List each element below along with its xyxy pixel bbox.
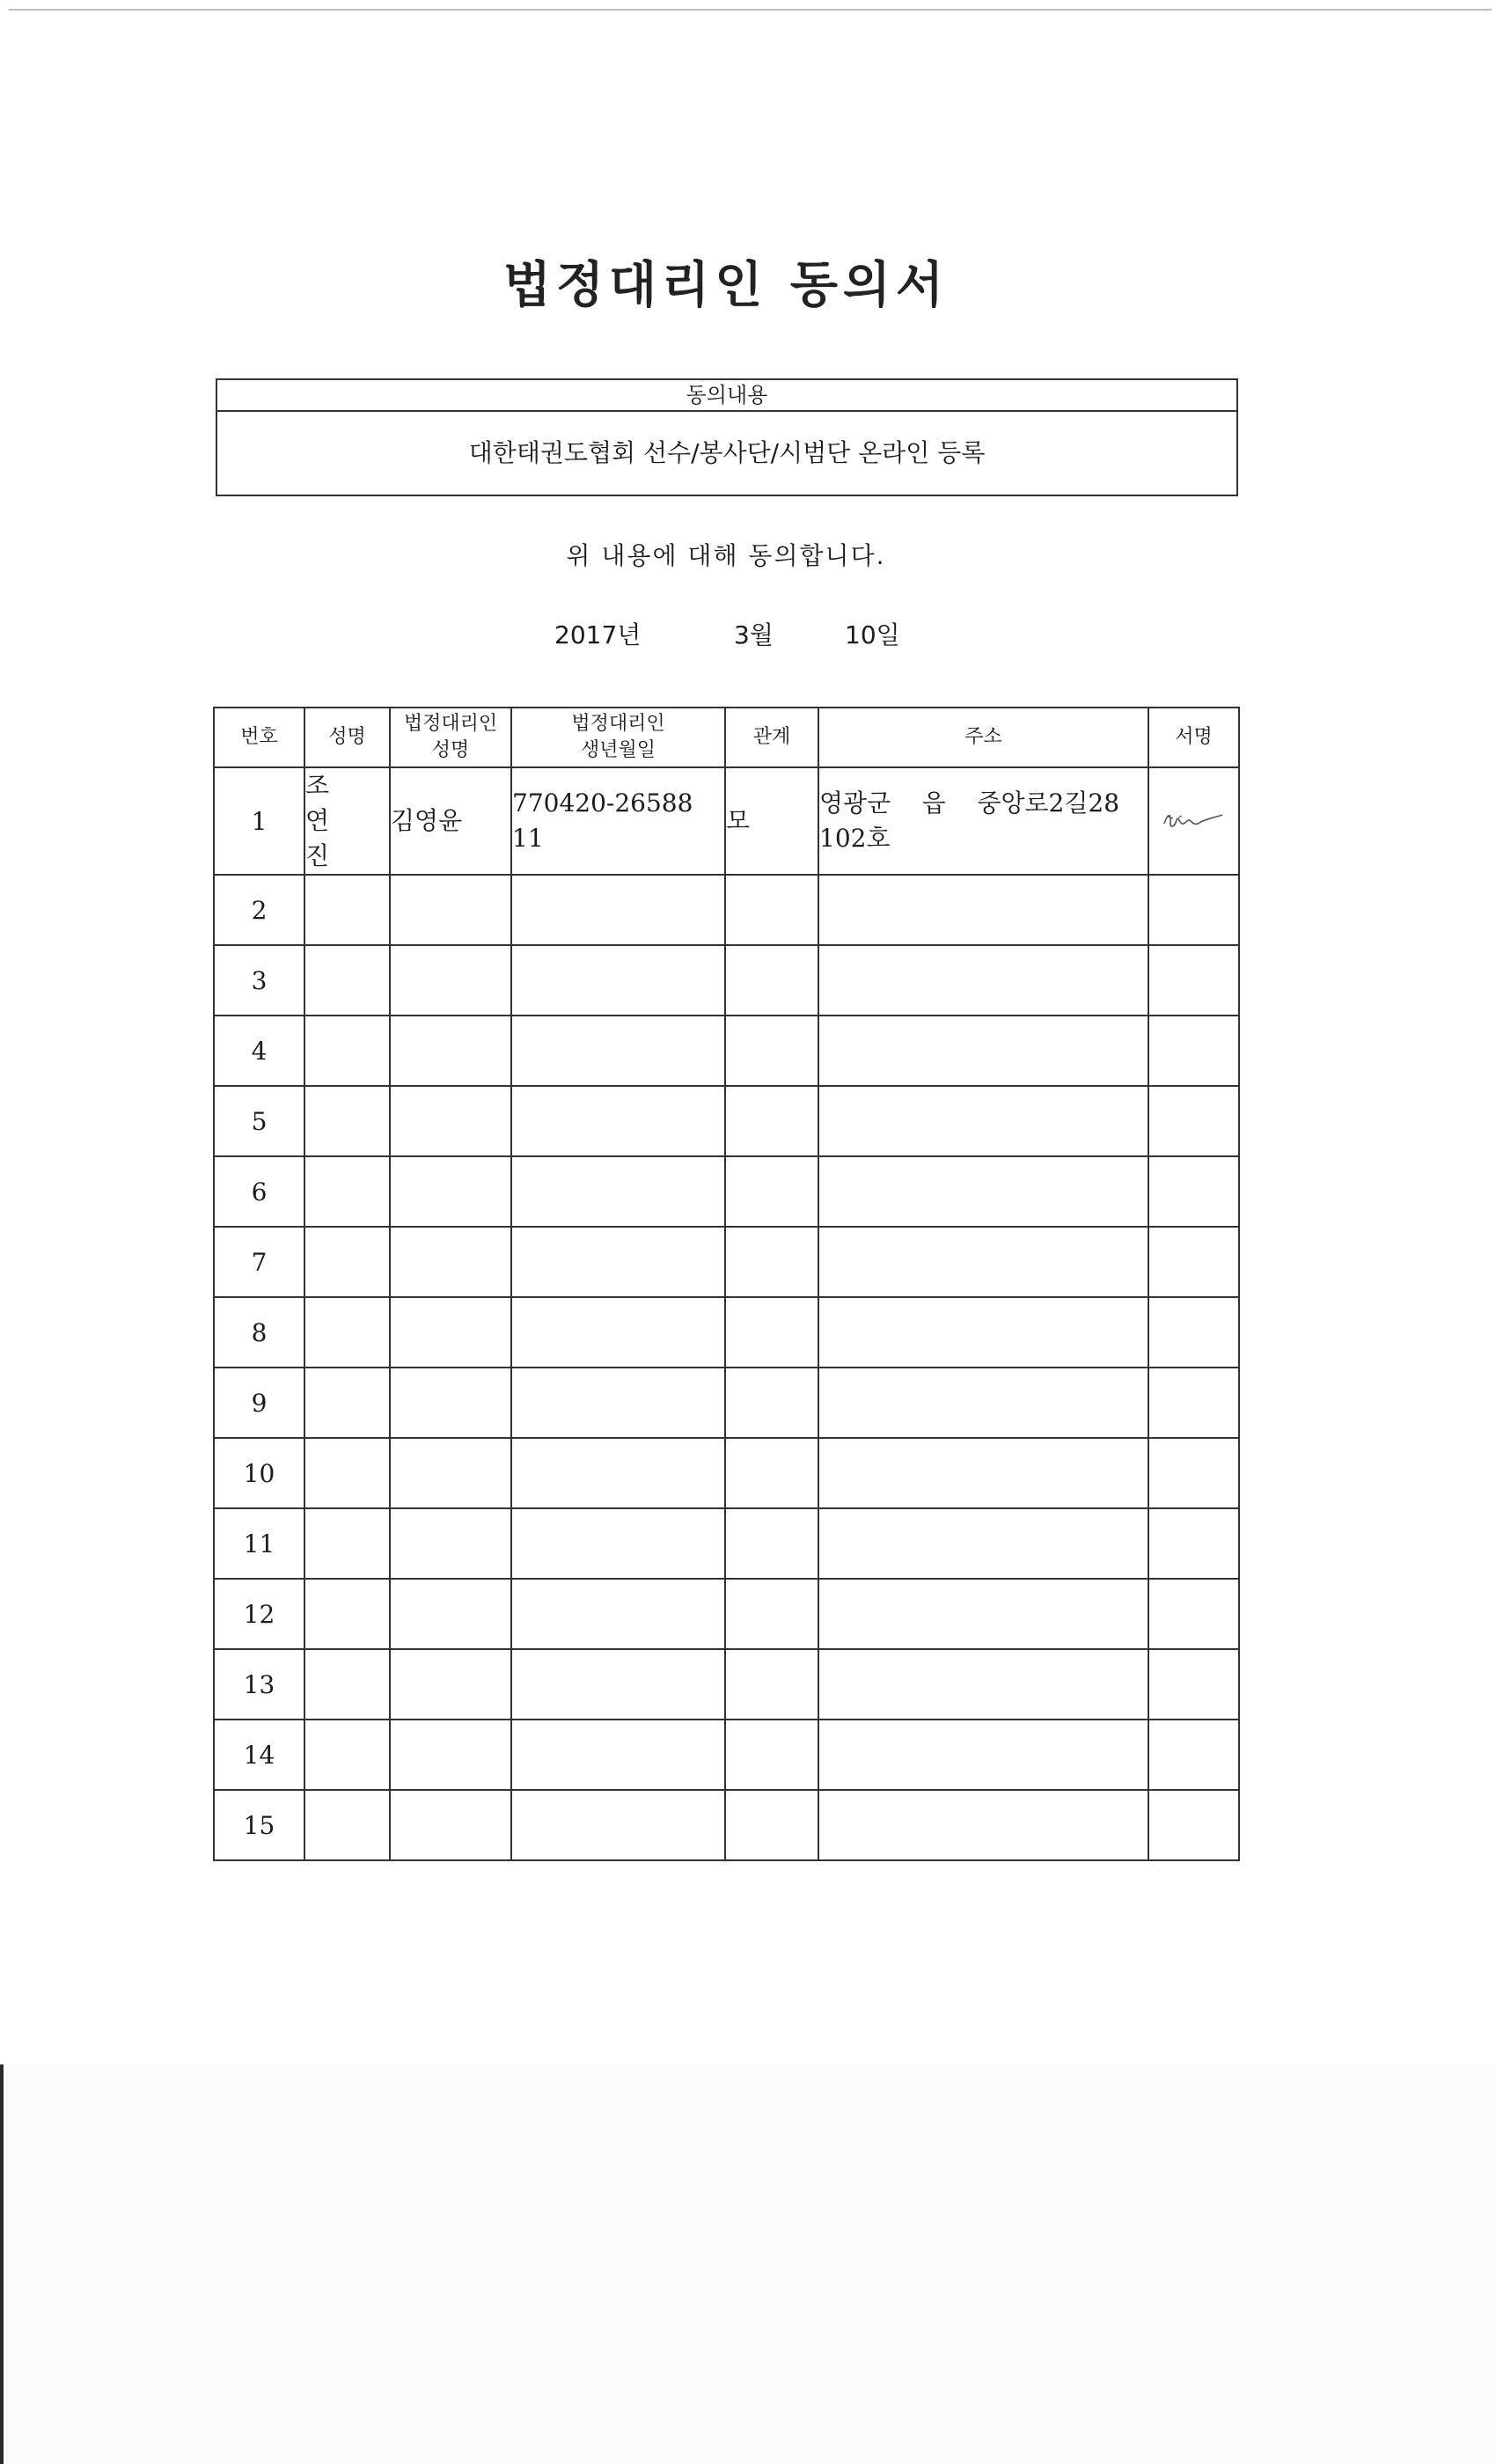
row-signature bbox=[1148, 1156, 1239, 1227]
row-relation: 모 bbox=[725, 767, 818, 875]
row-guardian-name bbox=[390, 1156, 511, 1227]
table-row bbox=[214, 1438, 1239, 1508]
row-relation bbox=[725, 1579, 818, 1649]
row-relation bbox=[725, 1790, 818, 1860]
header-address: 주소 bbox=[818, 708, 1148, 767]
row-signature bbox=[1148, 1579, 1239, 1649]
row-name bbox=[304, 1368, 390, 1438]
row-number: 13 bbox=[214, 1649, 304, 1720]
row-guardian-birth bbox=[511, 767, 725, 875]
row-number: 8 bbox=[214, 1297, 304, 1368]
row-guardian-name bbox=[390, 1579, 511, 1649]
row-name-line2: 진 bbox=[305, 841, 349, 870]
row-guardian-name bbox=[390, 875, 511, 945]
row-name bbox=[304, 767, 390, 875]
row-guardian-birth bbox=[511, 1016, 725, 1086]
row-guardian-birth bbox=[511, 1720, 725, 1790]
row-relation bbox=[725, 1297, 818, 1368]
row-signature bbox=[1148, 1016, 1239, 1086]
row-name bbox=[304, 1508, 390, 1579]
row-guardian-name bbox=[390, 945, 511, 1016]
row-number: 2 bbox=[214, 875, 304, 945]
row-address bbox=[818, 945, 1148, 1016]
table-row bbox=[214, 875, 1239, 945]
row-signature bbox=[1148, 1720, 1239, 1790]
row-signature bbox=[1148, 1649, 1239, 1720]
row-address bbox=[818, 1297, 1148, 1368]
date-year: 2017년 bbox=[554, 620, 642, 649]
row-signature bbox=[1148, 1438, 1239, 1508]
row-number: 10 bbox=[214, 1438, 304, 1508]
header-guardian-birth bbox=[511, 708, 725, 767]
row-guardian-birth bbox=[511, 1790, 725, 1860]
row-name bbox=[304, 1720, 390, 1790]
row-signature bbox=[1148, 1790, 1239, 1860]
row-guardian-birth bbox=[511, 1156, 725, 1227]
scan-edge-line bbox=[9, 9, 1492, 11]
table-row bbox=[214, 1508, 1239, 1579]
row-address bbox=[818, 1016, 1148, 1086]
row-guardian-name bbox=[390, 1086, 511, 1156]
row-name-line1: 조 연 bbox=[305, 771, 349, 835]
row-name bbox=[304, 1156, 390, 1227]
table-row bbox=[214, 1227, 1239, 1297]
row-address bbox=[818, 767, 1148, 875]
row-number: 1 bbox=[214, 767, 304, 875]
row-signature bbox=[1148, 1508, 1239, 1579]
table-row bbox=[214, 767, 1239, 875]
table-row bbox=[214, 1156, 1239, 1227]
row-guardian-birth bbox=[511, 1579, 725, 1649]
row-guardian-name bbox=[390, 1016, 511, 1086]
row-name bbox=[304, 1016, 390, 1086]
row-guardian-name bbox=[390, 1790, 511, 1860]
row-relation bbox=[725, 1086, 818, 1156]
row-guardian-birth bbox=[511, 1368, 725, 1438]
row-address bbox=[818, 1086, 1148, 1156]
row-guardian-name bbox=[390, 1368, 511, 1438]
table-row bbox=[214, 1297, 1239, 1368]
row-address bbox=[818, 1720, 1148, 1790]
header-signature: 서명 bbox=[1148, 708, 1239, 767]
table-header-row bbox=[214, 708, 1239, 767]
row-address-line2: 102호 bbox=[819, 824, 891, 853]
header-guardian-birth-line2: 생년월일 bbox=[580, 739, 656, 761]
row-name bbox=[304, 1297, 390, 1368]
row-birth-line1: 770420-26588 bbox=[512, 788, 693, 818]
row-address bbox=[818, 875, 1148, 945]
table-row bbox=[214, 945, 1239, 1016]
row-number: 9 bbox=[214, 1368, 304, 1438]
row-guardian-birth bbox=[511, 1649, 725, 1720]
table-row bbox=[214, 1016, 1239, 1086]
row-guardian-birth bbox=[511, 1297, 725, 1368]
row-relation bbox=[725, 945, 818, 1016]
row-relation bbox=[725, 1016, 818, 1086]
row-guardian-birth bbox=[511, 1508, 725, 1579]
row-number: 7 bbox=[214, 1227, 304, 1297]
header-guardian-name bbox=[390, 708, 511, 767]
header-relation: 관계 bbox=[725, 708, 818, 767]
row-address bbox=[818, 1438, 1148, 1508]
row-guardian-birth bbox=[511, 875, 725, 945]
row-name bbox=[304, 875, 390, 945]
header-number: 번호 bbox=[214, 708, 304, 767]
row-guardian-name bbox=[390, 1508, 511, 1579]
row-number: 12 bbox=[214, 1579, 304, 1649]
row-number: 15 bbox=[214, 1790, 304, 1860]
row-guardian-name bbox=[390, 1720, 511, 1790]
row-guardian-name bbox=[390, 1227, 511, 1297]
row-guardian-name bbox=[390, 1438, 511, 1508]
row-guardian-birth bbox=[511, 1438, 725, 1508]
row-name bbox=[304, 1086, 390, 1156]
row-guardian-name: 김영윤 bbox=[390, 767, 511, 875]
row-name bbox=[304, 1227, 390, 1297]
row-number: 4 bbox=[214, 1016, 304, 1086]
agreement-text: 위 내용에 대해 동의합니다. bbox=[566, 541, 886, 570]
row-signature bbox=[1148, 945, 1239, 1016]
row-number: 11 bbox=[214, 1508, 304, 1579]
row-guardian-birth bbox=[511, 1086, 725, 1156]
consent-header: 동의내용 bbox=[217, 380, 1236, 412]
row-relation bbox=[725, 1649, 818, 1720]
row-relation bbox=[725, 1720, 818, 1790]
header-guardian-name-line2: 성명 bbox=[431, 739, 470, 761]
row-guardian-birth bbox=[511, 945, 725, 1016]
table-row bbox=[214, 1368, 1239, 1438]
row-signature bbox=[1148, 1368, 1239, 1438]
table-row bbox=[214, 1579, 1239, 1649]
header-guardian-name-line1: 법정대리인 bbox=[403, 713, 498, 735]
row-address bbox=[818, 1579, 1148, 1649]
row-name bbox=[304, 1438, 390, 1508]
row-number: 6 bbox=[214, 1156, 304, 1227]
row-relation bbox=[725, 1438, 818, 1508]
row-number: 14 bbox=[214, 1720, 304, 1790]
row-guardian-name bbox=[390, 1297, 511, 1368]
document-title: 법정대리인 동의서 bbox=[502, 257, 950, 314]
header-guardian-birth-line1: 법정대리인 bbox=[571, 713, 665, 735]
header-name: 성명 bbox=[304, 708, 390, 767]
row-signature bbox=[1148, 1086, 1239, 1156]
scan-edge-shadow bbox=[0, 2064, 4, 2464]
row-address bbox=[818, 1790, 1148, 1860]
table-row bbox=[214, 1649, 1239, 1720]
row-address bbox=[818, 1649, 1148, 1720]
row-relation bbox=[725, 1156, 818, 1227]
row-number: 5 bbox=[214, 1086, 304, 1156]
row-signature bbox=[1148, 1297, 1239, 1368]
row-guardian-name bbox=[390, 1649, 511, 1720]
row-relation bbox=[725, 1368, 818, 1438]
row-relation bbox=[725, 1508, 818, 1579]
row-name bbox=[304, 1579, 390, 1649]
row-address bbox=[818, 1368, 1148, 1438]
table-row bbox=[214, 1086, 1239, 1156]
consent-table bbox=[213, 707, 1240, 1861]
row-birth-line2: 11 bbox=[512, 824, 544, 853]
table-row bbox=[214, 1790, 1239, 1860]
row-name bbox=[304, 1649, 390, 1720]
row-signature bbox=[1148, 1227, 1239, 1297]
row-guardian-birth bbox=[511, 1227, 725, 1297]
row-address bbox=[818, 1227, 1148, 1297]
consent-box bbox=[216, 378, 1238, 496]
date-month: 3월 bbox=[734, 620, 774, 649]
row-address-line1: 영광군 읍 중앙로2길28 bbox=[819, 788, 1120, 818]
row-signature bbox=[1148, 767, 1239, 875]
row-relation bbox=[725, 1227, 818, 1297]
table-row bbox=[214, 1720, 1239, 1790]
row-signature bbox=[1148, 875, 1239, 945]
row-number: 3 bbox=[214, 945, 304, 1016]
row-name bbox=[304, 1790, 390, 1860]
row-address bbox=[818, 1508, 1148, 1579]
date-day: 10일 bbox=[845, 620, 900, 649]
consent-content: 대한태권도협회 선수/봉사단/시범단 온라인 등록 bbox=[468, 438, 986, 467]
scan-margin bbox=[0, 2064, 1496, 2464]
row-relation bbox=[725, 875, 818, 945]
row-name bbox=[304, 945, 390, 1016]
handwritten-signature bbox=[1159, 808, 1229, 834]
row-address bbox=[818, 1156, 1148, 1227]
